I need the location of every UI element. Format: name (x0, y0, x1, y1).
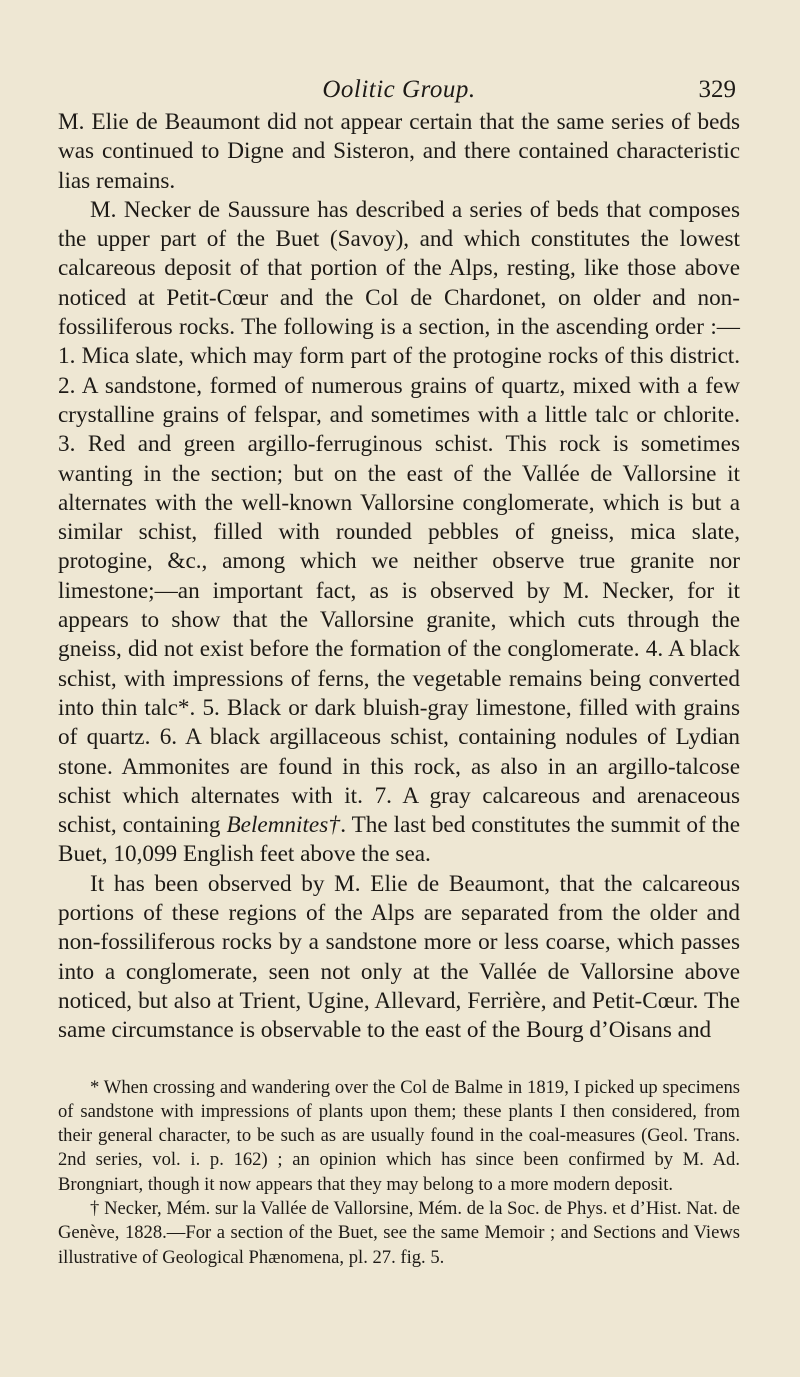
paragraph-3: It has been observed by M. Elie de Beaumont, that the calcareous portions of these regions of the Alps are separated from the older and non-fossiliferous rocks by a sandstone more or less coarse, which passes into a conglomerate, seen not only at the Vallée de Vallorsine above noticed, but also at Trient, Ugine, Allevard, Ferrière, and Petit-Cœur. The same circumstance is observable to the east of the Bourg d’Oisans and (58, 870, 740, 1044)
paragraph-2 (58, 196, 740, 870)
paragraph-2-text: M. Necker de Saussure has described a series of beds that composes the upper part of the Buet (Savoy), and which constitutes the lowest calcareous deposit of that portion of the Alps, resting, like those above noticed at Petit-Cœur and the Col de Chardonet, on older and non-fossiliferous rocks. The following is a section, in the ascending order :—1. Mica slate, which may form part of the protogine rocks of this district. 2. A sandstone, formed of numerous grains of quartz, mixed with a few crystalline grains of felspar, and sometimes with a little talc or chlorite. 3. Red and green argillo-ferruginous schist. This rock is sometimes wanting in the section; but on the east of the Vallée de Vallorsine it alternates with the well-known Vallorsine conglomerate, which is but a similar schist, filled with rounded pebbles of gneiss, mica slate, protogine, &c., among which we neither observe true granite nor limestone;—an important fact, as is observed by M. Necker, for it appears to show that the Vallorsine granite, which cuts through the gneiss, did not exist before the formation of the conglomerate. 4. A black schist, with impressions of ferns, the vegetable remains being converted into thin talc*. 5. Black or dark bluish-gray limestone, filled with grains of quartz. 6. A black argillaceous schist, containing nodules of Lydian stone. Ammonites are found in this rock, as also in an argillo-talcose schist which alternates with it. 7. A gray calcareous and arenaceous schist, containing (58, 196, 740, 839)
belemnites-italic: Belemnites† (226, 812, 341, 839)
book-page (58, 62, 740, 1270)
footnote-1: * When crossing and wandering over the Col de Balme in 1819, I picked up specimens of sandstone with impressions of plants upon them; these plants I then considered, from their general character, to be such as are usually found in the coal-measures (Geol. Trans. 2nd series, vol. i. p. 162) ; an opinion which has since been confirmed by M. Ad. Brongniart, though it now appears that they may belong to a more modern deposit. (58, 1076, 740, 1195)
paragraph-2-tail: . The last bed constitutes the summit of the Buet, 10,099 English feet above the sea. (58, 812, 740, 868)
footnotes (58, 1076, 740, 1270)
paragraph-1: M. Elie de Beaumont did not appear certain that the same series of beds was continued to Digne and Sisteron, and there contained characteristic lias remains. (58, 109, 740, 194)
body-text (58, 108, 740, 1046)
page-number: 329 (698, 76, 736, 103)
footnote-2: † Necker, Mém. sur la Vallée de Vallorsine, Mém. de la Soc. de Phys. et d’Hist. Nat. de Genève, 1828.—For a section of the Buet, see the same Memoir ; and Sections and Views illustrative of Geological Phænomena, pl. 27. fig. 5. (58, 1197, 740, 1268)
page-header (58, 62, 740, 108)
running-title: Oolitic Group. (322, 76, 476, 103)
